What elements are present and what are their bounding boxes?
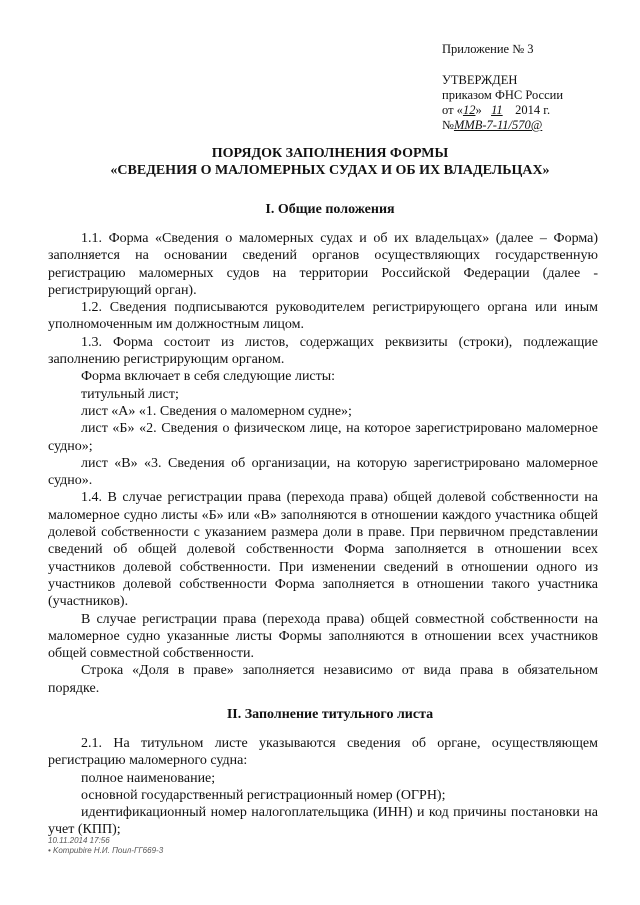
approval-block	[442, 42, 622, 133]
list-item: лист «А» «1. Сведения о маломерном судне»;	[81, 403, 352, 419]
appendix-label: Приложение № 3	[442, 42, 534, 56]
paragraph: 1.1. Форма «Сведения о маломерных судах и об их владельцах» (далее – Форма) заполняется на основании сведений органов осуществляющих государственную регистрацию маломерных судов на территории Российской Федерации (далее - регистрирующий орган).	[48, 231, 598, 298]
number-prefix: №	[442, 118, 454, 132]
paragraph: 2.1. На титульном листе указываются сведения об органе, осуществляющем регистрацию маломерного судна:	[48, 736, 598, 769]
footer-timestamp: 10.11.2014 17:56	[48, 836, 110, 845]
paragraph: Форма включает в себя следующие листы:	[81, 369, 336, 385]
section-2-heading: II. Заполнение титульного листа	[226, 707, 434, 722]
section-1-body	[48, 230, 598, 697]
approval-date	[442, 103, 622, 118]
order-label: приказом ФНС России	[442, 88, 564, 102]
date-day: 12	[462, 103, 476, 117]
paragraph: В случае регистрации права (перехода права) общей совместной собственности на маломерное судно указанные листы Формы заполняются в отношении всех участников общей совместной собственности.	[48, 611, 598, 662]
title-line-2: «СВЕДЕНИЯ О МАЛОМЕРНЫХ СУДАХ И ОБ ИХ ВЛАДЕЛЬЦАХ»	[110, 163, 550, 178]
paragraph: 1.2. Сведения подписываются руководителем регистрирующего органа или иным уполномоченным им должностным лицом.	[48, 300, 598, 333]
list-item: лист «В» «3. Сведения об организации, на которую зарегистрировано маломерное судно».	[48, 455, 598, 489]
number-value: ММВ-7-11/570@	[453, 118, 543, 132]
paragraph: 1.4. В случае регистрации права (перехода права) общей долевой собственности на маломерное судно листы «Б» или «В» заполняются в отношении каждого участника общей долевой собственности с указанием размера доли в праве. При первичном представлении сведений об общей долевой собственности Форма заполняется в отношении всех участников долевой собственности. При изменении сведений в отношении одного из участников долевой собственности Форма заполняется в отношении такого участника (участников).	[48, 490, 598, 610]
list-item: лист «Б» «2. Сведения о физическом лице, на которое зарегистрировано маломерное судно»;	[48, 421, 598, 454]
section-1-heading: I. Общие положения	[265, 202, 395, 217]
paragraph: 1.3. Форма состоит из листов, содержащих реквизиты (строки), подлежащие заполнению регистрирующим органом.	[48, 334, 598, 368]
footer-author: • Kompubire Н.И. Поил-ГГ669-3	[48, 846, 164, 855]
paragraph: Строка «Доля в праве» заполняется независимо от вида права в обязательном порядке.	[48, 663, 598, 696]
list-item: идентификационный номер налогоплательщика (ИНН) и код причины постановки на учет (КПП);	[48, 805, 598, 838]
document-title	[60, 145, 600, 179]
list-item: полное наименование;	[81, 770, 216, 786]
section-2-body	[48, 735, 598, 839]
approved-label: УТВЕРЖДЕН	[442, 73, 518, 87]
approval-number	[442, 118, 622, 133]
list-item: титульный лист;	[81, 386, 179, 402]
date-year: 2014 г.	[515, 103, 551, 117]
date-mid: »	[475, 103, 482, 117]
date-month: 11	[491, 103, 503, 117]
list-item: основной государственный регистрационный номер (ОГРН);	[81, 787, 446, 803]
title-line-1: ПОРЯДОК ЗАПОЛНЕНИЯ ФОРМЫ	[211, 146, 449, 161]
print-footer	[48, 836, 163, 856]
date-prefix: от «	[442, 103, 463, 117]
